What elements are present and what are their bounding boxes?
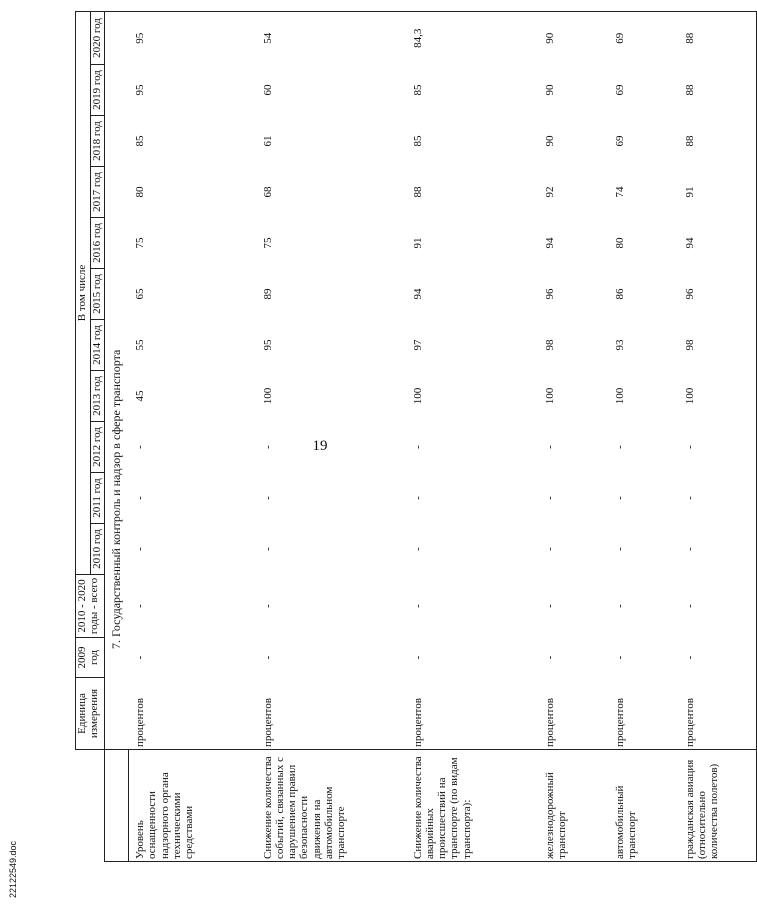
year-value: - (613, 445, 626, 449)
table-row (609, 11, 679, 861)
indicator-name: железнодорожный транспорт (539, 750, 609, 862)
year-value: 55 (133, 339, 146, 351)
year-value: - (411, 547, 424, 551)
year-value: 90 (539, 11, 609, 64)
year-value: 100 (261, 387, 274, 405)
table-row (129, 11, 257, 861)
year-value: - (411, 496, 424, 500)
year-header: 2015 год (90, 269, 105, 320)
header-including: В том числе (76, 11, 91, 574)
year-value: 95 (133, 84, 146, 96)
unit-cell: процентов (679, 678, 757, 750)
year-value: 54 (257, 11, 407, 64)
year-value: 88 (679, 65, 757, 116)
year-value: 84,3 (407, 11, 539, 64)
year-value: - (261, 547, 274, 551)
year-header: 2013 год (90, 371, 105, 422)
year-value: 61 (261, 135, 274, 147)
value-total: - (613, 604, 626, 608)
year-value: 80 (613, 237, 626, 249)
value-2009: - (613, 655, 626, 660)
unit-cell: процентов (261, 698, 274, 747)
year-value: 96 (679, 269, 757, 320)
year-value: - (543, 547, 556, 551)
year-value: 75 (133, 237, 146, 249)
unit-cell: процентов (543, 698, 556, 747)
year-value: 92 (543, 186, 556, 198)
year-value: - (133, 547, 146, 551)
year-value: 98 (543, 339, 556, 351)
year-value: 60 (261, 84, 274, 96)
year-value: 95 (129, 11, 257, 64)
value-total: - (543, 604, 556, 608)
header-unit: Единица измерения (76, 678, 105, 750)
table-row (539, 11, 609, 861)
value-total: - (411, 604, 424, 608)
year-header: 2017 год (90, 167, 105, 218)
year-value: 74 (613, 186, 626, 198)
indicator-name: Снижение количества аварийных происшествий на транспорте (по видам транспорта): (407, 750, 539, 862)
table-row (257, 11, 407, 861)
year-header: 2016 год (90, 218, 105, 269)
unit-cell: процентов (613, 698, 626, 747)
year-header: 2014 год (90, 320, 105, 371)
page-number: 19 (312, 438, 328, 454)
year-value: 88 (411, 186, 424, 198)
value-total: - (679, 575, 757, 638)
section-title: 7. Государственный контроль и надзор в сфере транспорта (105, 11, 129, 749)
unit-cell: процентов (133, 698, 146, 747)
footer-file-code: 22122549.doc (8, 840, 18, 898)
year-value: 100 (411, 387, 424, 405)
year-value: - (411, 445, 424, 449)
year-value: 93 (613, 339, 626, 351)
value-2009: - (543, 655, 556, 660)
header-period-total: 2010 - 2020 годы - всего (76, 575, 105, 638)
year-value: 85 (133, 135, 146, 147)
unit-cell: процентов (411, 698, 424, 747)
value-2009: - (261, 655, 274, 660)
year-value: 88 (679, 11, 757, 64)
year-value: - (133, 445, 146, 449)
year-value: 69 (613, 135, 626, 147)
rotated-table-sheet (75, 12, 721, 862)
year-header: 2010 год (90, 524, 105, 575)
year-value: 85 (411, 84, 424, 96)
year-header: 2012 год (90, 422, 105, 473)
year-value: 69 (609, 11, 679, 64)
year-value: 100 (679, 371, 757, 422)
year-value: 85 (411, 135, 424, 147)
table-body (129, 11, 757, 861)
year-value: - (133, 496, 146, 500)
year-header: 2018 год (90, 116, 105, 167)
header-indicator (76, 750, 105, 862)
year-value: - (679, 473, 757, 524)
year-value: 68 (261, 186, 274, 198)
table-row (407, 11, 539, 861)
year-value: 91 (411, 237, 424, 249)
placeholder-cell (105, 750, 129, 862)
year-value: - (261, 445, 274, 449)
year-value: - (543, 496, 556, 500)
table-row (679, 11, 757, 861)
year-value: 90 (543, 135, 556, 147)
value-2009: - (679, 638, 757, 678)
year-value: 86 (613, 288, 626, 300)
year-value: - (679, 422, 757, 473)
year-value: 90 (543, 84, 556, 96)
year-value: - (613, 496, 626, 500)
year-value: 65 (133, 288, 146, 300)
indicators-table (75, 11, 757, 862)
value-total: - (261, 604, 274, 608)
year-value: 94 (679, 218, 757, 269)
value-total: - (133, 604, 146, 608)
footer-file-code-wrapper (2, 840, 50, 900)
year-value: 89 (261, 288, 274, 300)
year-value: 88 (679, 116, 757, 167)
year-value: 95 (261, 339, 274, 351)
year-value: - (679, 524, 757, 575)
header-2009: 2009 год (76, 638, 105, 678)
year-value: - (543, 445, 556, 449)
year-value: 80 (133, 186, 146, 198)
year-value: - (613, 547, 626, 551)
year-header: 2019 год (90, 65, 105, 116)
indicator-name: автомобильный транспорт (609, 750, 679, 862)
year-value: 69 (613, 84, 626, 96)
value-2009: - (411, 655, 424, 660)
year-value: 98 (679, 320, 757, 371)
value-2009: - (133, 655, 146, 660)
year-header: 2020 год (90, 11, 105, 64)
year-value: 94 (411, 288, 424, 300)
indicator-name: гражданская авиация (относительно количества полетов) (679, 750, 757, 862)
year-value: 100 (543, 387, 556, 405)
year-value: - (261, 496, 274, 500)
year-value: 94 (543, 237, 556, 249)
year-value: 100 (613, 387, 626, 405)
year-value: 97 (411, 339, 424, 351)
year-value: 75 (261, 237, 274, 249)
year-value: 91 (679, 167, 757, 218)
year-value: 45 (133, 390, 146, 402)
year-header: 2011 год (90, 473, 105, 524)
indicator-name: Уровень оснащенности надзорного органа техническими средствами (129, 750, 257, 862)
year-value: 96 (543, 288, 556, 300)
indicator-name: Снижение количества событий, связанных с нарушением правил безопасности движения на автомобильном транспорте (257, 750, 407, 862)
